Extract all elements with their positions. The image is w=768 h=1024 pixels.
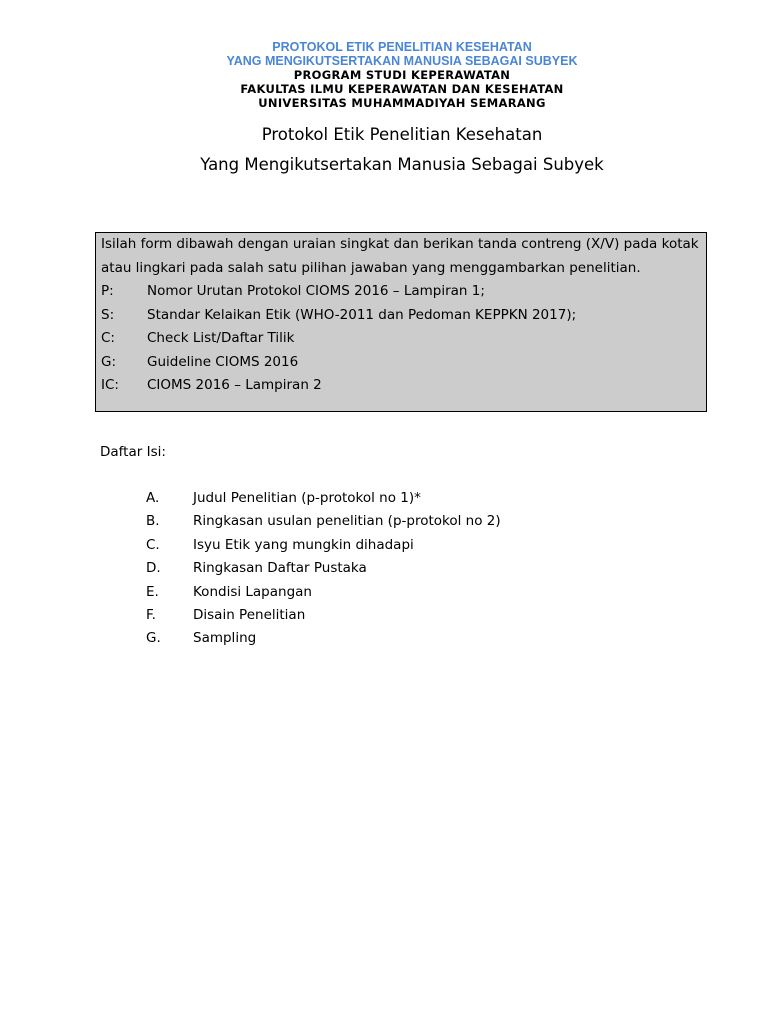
toc-item (146, 510, 501, 533)
document-title-line-2: Yang Mengikutsertakan Manusia Sebagai Subyek (200, 155, 604, 174)
toc-title: Daftar Isi: (100, 444, 166, 460)
toc-item-text: Ringkasan usulan penelitian (p-protokol no 2) (193, 513, 501, 530)
instruction-box (95, 232, 707, 412)
toc-item-text: Disain Penelitian (193, 607, 306, 624)
legend-code: P: (101, 283, 114, 299)
legend-code: G: (101, 353, 117, 370)
toc-item (146, 557, 501, 580)
legend-desc: Check List/Daftar Tilik (147, 330, 295, 346)
legend-code: IC: (101, 377, 119, 393)
legend-row (101, 327, 706, 351)
toc-list (146, 487, 501, 651)
toc-item-letter: F. (146, 607, 156, 624)
toc-item (146, 581, 501, 604)
toc-item-text: Kondisi Lapangan (193, 583, 312, 600)
toc-item (146, 487, 501, 510)
toc-item-text: Sampling (193, 630, 257, 647)
legend-row (101, 304, 706, 328)
legend-desc: Guideline CIOMS 2016 (147, 353, 299, 370)
legend-row (101, 351, 706, 375)
header-faculty: FAKULTAS ILMU KEPERAWATAN DAN KESEHATAN (240, 82, 564, 96)
toc-item (146, 627, 501, 650)
header-university: UNIVERSITAS MUHAMMADIYAH SEMARANG (258, 96, 546, 110)
toc-item-letter: C. (146, 536, 160, 553)
legend-row (101, 280, 706, 304)
legend-code: S: (101, 306, 115, 323)
legend-desc: Standar Kelaikan Etik (WHO-2011 dan Pedoman KEPPKN 2017); (147, 306, 577, 323)
legend-row (101, 374, 706, 398)
toc-item-letter: A. (146, 490, 160, 506)
toc-item-letter: B. (146, 513, 160, 530)
legend-desc: CIOMS 2016 – Lampiran 2 (147, 377, 322, 393)
header-title-line-2: YANG MENGIKUTSERTAKAN MANUSIA SEBAGAI SUBYEK (226, 54, 578, 68)
toc-item-text: Isyu Etik yang mungkin dihadapi (193, 536, 414, 553)
toc-item (146, 534, 501, 557)
legend-code: C: (101, 330, 115, 346)
document-title-line-1: Protokol Etik Penelitian Kesehatan (261, 125, 543, 144)
toc-item-letter: G. (146, 630, 161, 647)
instruction-text: Isilah form dibawah dengan uraian singkat dan berikan tanda contreng (X/V) pada kotak atau lingkari pada salah satu pilihan jawaban yang menggambarkan penelitian. (101, 236, 699, 276)
toc-item (146, 604, 501, 627)
toc-item-text: Judul Penelitian (p-protokol no 1)* (193, 490, 421, 506)
document-header (0, 40, 768, 110)
header-program: PROGRAM STUDI KEPERAWATAN (293, 68, 511, 82)
header-title-line-1: PROTOKOL ETIK PENELITIAN KESEHATAN (272, 40, 532, 54)
toc-item-text: Ringkasan Daftar Pustaka (193, 560, 367, 577)
toc-item-letter: E. (146, 583, 159, 600)
toc-item-letter: D. (146, 560, 161, 577)
legend-desc: Nomor Urutan Protokol CIOMS 2016 – Lampiran 1; (147, 283, 485, 299)
